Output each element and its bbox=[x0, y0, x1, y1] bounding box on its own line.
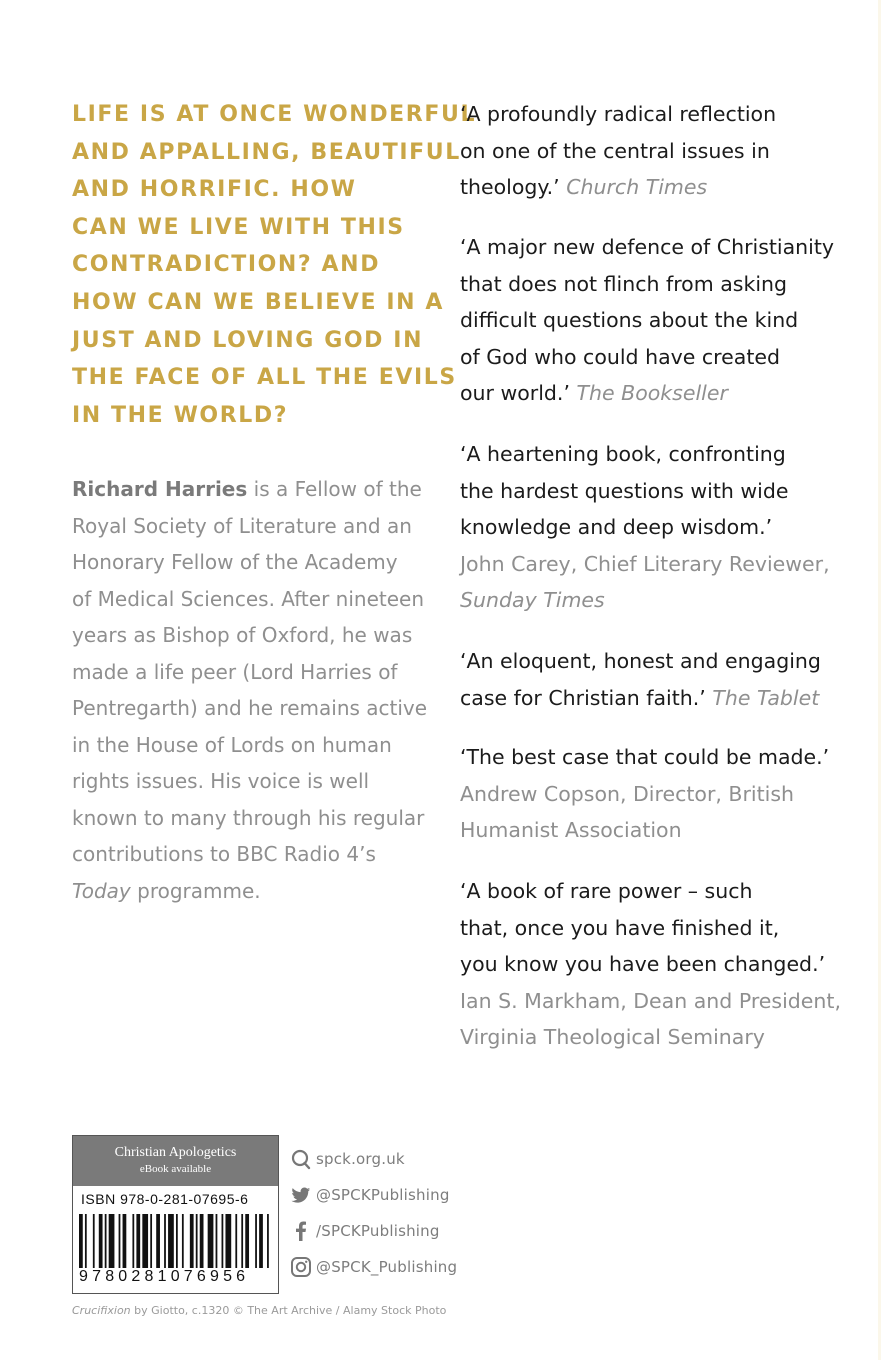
bio-line: contributions to BBC Radio 4’s bbox=[72, 842, 376, 866]
quote-line bbox=[460, 169, 776, 206]
facebook-icon bbox=[290, 1220, 312, 1242]
quote-text: our world.’ bbox=[460, 381, 577, 406]
quote-line: difficult questions about the kind bbox=[460, 308, 799, 333]
barcode-bar bbox=[79, 1214, 83, 1268]
isbn-block bbox=[72, 1135, 279, 1294]
isbn-number: ISBN 978-0-281-07695-6 bbox=[81, 1191, 249, 1207]
barcode-bar bbox=[235, 1214, 237, 1268]
quote-line: ‘A book of rare power – such bbox=[460, 879, 753, 903]
quote-attribution: Humanist Association bbox=[460, 818, 682, 843]
barcode-bar bbox=[109, 1214, 115, 1268]
barcode-bar bbox=[156, 1214, 160, 1268]
bio-line: in the House of Lords on human bbox=[72, 732, 392, 757]
barcode-bar bbox=[168, 1214, 174, 1268]
quote-line bbox=[460, 375, 834, 412]
headline-line: LIFE IS AT ONCE WONDERFUL bbox=[72, 102, 477, 127]
quote-line bbox=[460, 680, 821, 717]
headline-line: AND HORRIFIC. HOW bbox=[72, 177, 357, 203]
barcode-bar bbox=[182, 1214, 184, 1268]
barcode-bar bbox=[99, 1214, 103, 1268]
quote-text: theology.’ bbox=[460, 175, 567, 200]
review-quote bbox=[460, 229, 834, 412]
bio-line: Pentregarth) and he remains active bbox=[72, 696, 428, 720]
quote-source: The Tablet bbox=[712, 685, 820, 710]
barcode-bar bbox=[259, 1214, 263, 1268]
barcode-bar bbox=[176, 1214, 178, 1268]
headline-line: AND APPALLING, BEAUTIFUL bbox=[72, 139, 461, 165]
barcode-bar bbox=[142, 1214, 148, 1268]
quote-line: that does not flinch from asking bbox=[460, 271, 788, 296]
quote-line: you know you have been changed.’ bbox=[460, 952, 826, 977]
barcode-bar bbox=[200, 1214, 204, 1268]
quote-attribution: Virginia Theological Seminary bbox=[460, 1025, 765, 1050]
barcode-digits: 9780281076956 bbox=[79, 1268, 250, 1285]
image-credit bbox=[72, 1304, 446, 1317]
social-instagram[interactable] bbox=[290, 1254, 457, 1280]
category-text: Christian Apologetics bbox=[114, 1145, 237, 1160]
social-label: @SPCKPublishing bbox=[316, 1186, 450, 1204]
bio-line: Honorary Fellow of the Academy bbox=[72, 550, 398, 574]
bio-text: programme. bbox=[130, 878, 261, 903]
quote-line: ‘A major new defence of Christianity bbox=[460, 235, 835, 259]
twitter-icon bbox=[290, 1184, 312, 1206]
barcode-bar bbox=[164, 1214, 166, 1268]
author-name: Richard Harries bbox=[72, 477, 248, 501]
bio-line: years as Bishop of Oxford, he was bbox=[72, 623, 413, 647]
quote-text: case for Christian faith.’ bbox=[460, 685, 713, 710]
review-quote bbox=[460, 739, 829, 849]
headline-line: JUST AND LOVING GOD IN bbox=[72, 327, 424, 353]
bio-line: Royal Society of Literature and an bbox=[72, 513, 412, 538]
review-quote bbox=[460, 96, 776, 206]
social-label: spck.org.uk bbox=[316, 1150, 405, 1168]
barcode-bar bbox=[241, 1214, 243, 1268]
barcode-bar bbox=[222, 1214, 224, 1268]
category-label bbox=[73, 1136, 278, 1186]
barcode-bar bbox=[245, 1214, 249, 1268]
quote-line: knowledge and deep wisdom.’ bbox=[460, 515, 773, 540]
quote-source: Sunday Times bbox=[460, 588, 605, 613]
headline-line: HOW CAN WE BELIEVE IN A bbox=[72, 289, 445, 315]
social-label: @SPCK_Publishing bbox=[316, 1258, 458, 1276]
social-facebook[interactable] bbox=[290, 1218, 440, 1244]
quote-source: The Bookseller bbox=[576, 381, 728, 406]
author-bio bbox=[72, 471, 432, 909]
quote-attribution: Ian S. Markham, Dean and President, bbox=[460, 988, 841, 1013]
barcode-bar bbox=[105, 1214, 107, 1268]
ebook-text: eBook available bbox=[139, 1163, 212, 1175]
headline bbox=[72, 96, 477, 434]
search-icon bbox=[290, 1148, 312, 1170]
bio-line bbox=[72, 471, 432, 508]
quote-attribution: Andrew Copson, Director, British bbox=[460, 781, 794, 806]
bio-line: rights issues. His voice is well bbox=[72, 769, 370, 793]
headline-line: IN THE WORLD? bbox=[72, 402, 289, 428]
quote-line: on one of the central issues in bbox=[460, 138, 770, 163]
barcode-bar bbox=[190, 1214, 194, 1268]
barcode-bar bbox=[150, 1214, 152, 1268]
quote-line: the hardest questions with wide bbox=[460, 478, 789, 503]
bio-line: known to many through his regular bbox=[72, 805, 425, 830]
barcode-bar bbox=[123, 1214, 127, 1268]
social-twitter[interactable] bbox=[290, 1182, 450, 1208]
quote-line: ‘A heartening book, confronting bbox=[460, 442, 786, 466]
barcode-bar bbox=[208, 1214, 214, 1268]
headline-line: CONTRADICTION? AND bbox=[72, 252, 381, 278]
review-quote bbox=[460, 643, 821, 716]
barcode-bar bbox=[196, 1214, 198, 1268]
social-label: /SPCKPublishing bbox=[316, 1222, 440, 1240]
quote-line: that, once you have finished it, bbox=[460, 915, 780, 940]
programme-title: Today bbox=[72, 878, 131, 903]
barcode-bar bbox=[119, 1214, 121, 1268]
quote-attribution: John Carey, Chief Literary Reviewer, bbox=[460, 551, 830, 576]
artwork-title: Crucifixion bbox=[72, 1304, 131, 1317]
review-quote bbox=[460, 873, 841, 1056]
headline-line: CAN WE LIVE WITH THIS bbox=[72, 214, 405, 240]
barcode-image bbox=[79, 1214, 271, 1270]
quote-source: Church Times bbox=[566, 175, 708, 200]
credit-text: by Giotto, c.1320 © The Art Archive / Alamy Stock Photo bbox=[130, 1304, 447, 1317]
quote-line: ‘A profoundly radical reflection bbox=[460, 102, 777, 126]
instagram-icon bbox=[290, 1256, 312, 1278]
bio-line: made a life peer (Lord Harries of bbox=[72, 659, 398, 684]
bio-line bbox=[72, 873, 432, 910]
barcode-bar bbox=[132, 1214, 134, 1268]
quote-line: ‘The best case that could be made.’ bbox=[460, 745, 830, 769]
barcode-bar bbox=[216, 1214, 218, 1268]
barcode-bar bbox=[225, 1214, 231, 1268]
headline-line: THE FACE OF ALL THE EVILS bbox=[72, 365, 457, 391]
barcode-bar bbox=[85, 1214, 87, 1268]
quote-line: of God who could have created bbox=[460, 344, 780, 369]
barcode-bar bbox=[136, 1214, 140, 1268]
barcode-bar bbox=[255, 1214, 257, 1268]
barcode-bar bbox=[267, 1214, 269, 1268]
barcode-bar bbox=[93, 1214, 95, 1268]
quote-line: ‘An eloquent, honest and engaging bbox=[460, 649, 821, 673]
bio-line: of Medical Sciences. After nineteen bbox=[72, 586, 425, 611]
review-quote bbox=[460, 436, 830, 619]
bio-text: is a Fellow of the bbox=[247, 477, 422, 501]
social-website[interactable] bbox=[290, 1146, 405, 1172]
